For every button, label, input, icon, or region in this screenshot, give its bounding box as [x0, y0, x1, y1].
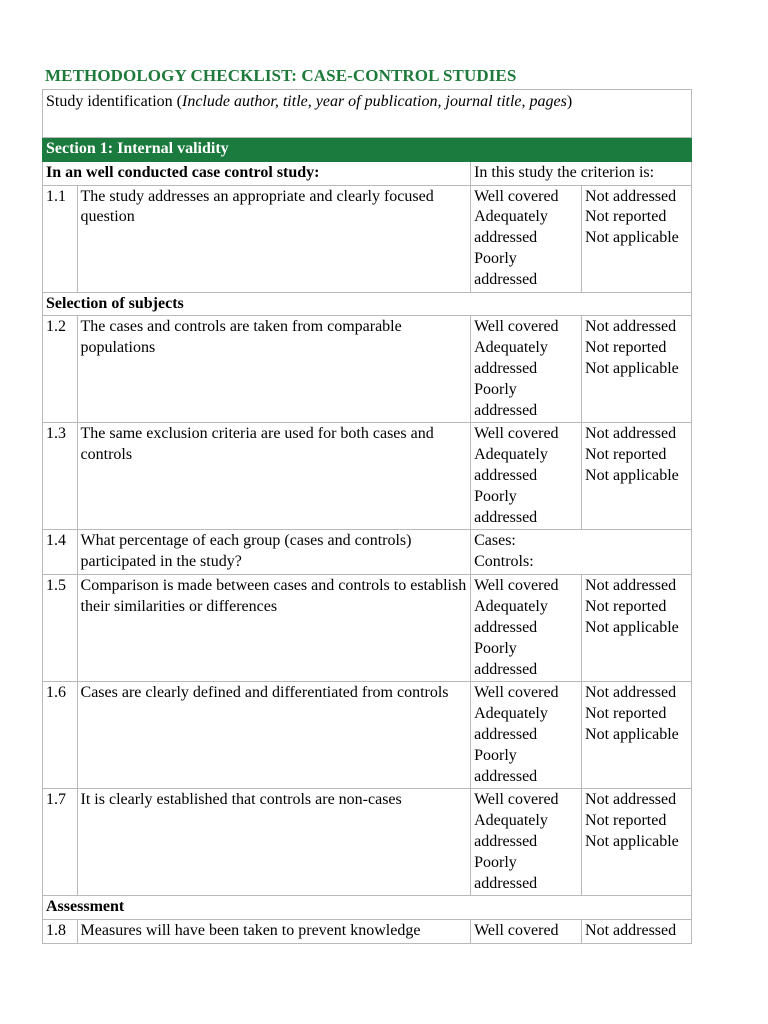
option-adequately-cont[interactable]: addressed: [474, 359, 538, 377]
rating-options-a: [471, 682, 582, 789]
option-well-covered[interactable]: Well covered: [474, 684, 559, 702]
item-text: The study addresses an appropriate and clearly focused question: [77, 185, 471, 292]
option-well-covered[interactable]: Well covered: [474, 187, 559, 205]
item-text: Cases are clearly defined and differentiated from controls: [77, 682, 471, 789]
checklist-item-1-2: [43, 316, 692, 423]
option-well-covered[interactable]: Well covered: [474, 318, 559, 336]
study-identification-suffix: ): [566, 93, 573, 110]
option-not-reported[interactable]: Not reported: [585, 446, 667, 464]
rating-options-b: [582, 185, 692, 292]
rating-options-a: [471, 185, 582, 292]
rating-options-a: [471, 423, 582, 530]
study-identification-cell: [43, 90, 692, 138]
checklist-item-1-6: [43, 682, 692, 789]
option-adequately-cont[interactable]: addressed: [474, 832, 538, 850]
study-identification-italic: Include author, title, year of publication, journal title, pages: [181, 93, 567, 110]
option-not-reported[interactable]: Not reported: [585, 705, 667, 723]
option-well-covered[interactable]: Well covered: [474, 425, 559, 443]
item-number: 1.2: [43, 316, 78, 423]
option-poorly-cont[interactable]: addressed: [474, 874, 538, 892]
option-adequately-cont[interactable]: addressed: [474, 229, 538, 247]
item-number: 1.1: [43, 185, 78, 292]
option-well-covered[interactable]: Well covered: [474, 577, 559, 595]
option-not-addressed[interactable]: Not addressed: [585, 318, 677, 336]
rating-options-b: [582, 575, 692, 682]
option-adequately-cont[interactable]: addressed: [474, 618, 538, 636]
option-poorly-cont[interactable]: addressed: [474, 401, 538, 419]
rating-options-a: [471, 920, 582, 944]
item-text: The same exclusion criteria are used for both cases and controls: [77, 423, 471, 530]
item-number: 1.7: [43, 789, 78, 896]
checklist-item-1-5: [43, 575, 692, 682]
percentage-answers: [471, 530, 692, 575]
rating-options-a: [471, 575, 582, 682]
option-poorly-cont[interactable]: addressed: [474, 660, 538, 678]
option-adequately[interactable]: Adequately: [474, 208, 548, 226]
rating-options-b: [582, 423, 692, 530]
option-adequately[interactable]: Adequately: [474, 705, 548, 723]
option-not-addressed[interactable]: Not addressed: [585, 577, 677, 595]
checklist-table: [42, 89, 692, 944]
checklist-item-1-3: [43, 423, 692, 530]
item-text: What percentage of each group (cases and controls) participated in the study?: [77, 530, 471, 575]
controls-field[interactable]: Controls:: [474, 553, 534, 571]
subheading-assessment: Assessment: [43, 896, 692, 920]
option-not-applicable[interactable]: Not applicable: [585, 832, 679, 850]
option-not-addressed[interactable]: Not addressed: [585, 922, 677, 940]
option-not-applicable[interactable]: Not applicable: [585, 618, 679, 636]
option-poorly[interactable]: Poorly: [474, 639, 517, 657]
subheading-row-selection: [43, 292, 692, 316]
rating-options-a: [471, 316, 582, 423]
option-not-reported[interactable]: Not reported: [585, 598, 667, 616]
option-poorly[interactable]: Poorly: [474, 487, 517, 505]
page-title: METHODOLOGY CHECKLIST: CASE-CONTROL STUDIES: [45, 66, 517, 85]
option-adequately[interactable]: Adequately: [474, 339, 548, 357]
checklist-item-1-4: [43, 530, 692, 575]
subheading-row-assessment: [43, 896, 692, 920]
option-adequately[interactable]: Adequately: [474, 446, 548, 464]
study-identification-row: [43, 90, 692, 138]
subheading-selection: Selection of subjects: [43, 292, 692, 316]
option-poorly[interactable]: Poorly: [474, 853, 517, 871]
option-well-covered[interactable]: Well covered: [474, 922, 559, 940]
checklist-item-1-1: [43, 185, 692, 292]
rating-options-a: [471, 789, 582, 896]
item-number: 1.6: [43, 682, 78, 789]
option-poorly[interactable]: Poorly: [474, 746, 517, 764]
section-title: Section 1: Internal validity: [43, 138, 692, 162]
item-number: 1.4: [43, 530, 78, 575]
option-adequately-cont[interactable]: addressed: [474, 466, 538, 484]
study-identification-prefix: Study identification (: [46, 93, 182, 110]
option-poorly-cont[interactable]: addressed: [474, 767, 538, 785]
option-well-covered[interactable]: Well covered: [474, 791, 559, 809]
item-text: The cases and controls are taken from comparable populations: [77, 316, 471, 423]
item-text: Measures will have been taken to prevent knowledge: [77, 920, 471, 944]
option-poorly[interactable]: Poorly: [474, 380, 517, 398]
option-not-addressed[interactable]: Not addressed: [585, 684, 677, 702]
rating-options-b: [582, 316, 692, 423]
item-text: Comparison is made between cases and controls to establish their similarities or differences: [77, 575, 471, 682]
option-not-applicable[interactable]: Not applicable: [585, 725, 679, 743]
option-adequately[interactable]: Adequately: [474, 598, 548, 616]
criteria-header: In an well conducted case control study:: [43, 161, 471, 185]
option-not-applicable[interactable]: Not applicable: [585, 229, 679, 247]
section-header-row: [43, 138, 692, 162]
rating-options-b: [582, 682, 692, 789]
item-number: 1.3: [43, 423, 78, 530]
column-header-row: [43, 161, 692, 185]
option-not-applicable[interactable]: Not applicable: [585, 359, 679, 377]
option-adequately-cont[interactable]: addressed: [474, 725, 538, 743]
rating-options-b: [582, 789, 692, 896]
item-number: 1.8: [43, 920, 78, 944]
checklist-item-1-8: [43, 920, 692, 944]
option-not-addressed[interactable]: Not addressed: [585, 791, 677, 809]
option-not-applicable[interactable]: Not applicable: [585, 466, 679, 484]
item-text: It is clearly established that controls are non-cases: [77, 789, 471, 896]
rating-options-b: [582, 920, 692, 944]
option-not-reported[interactable]: Not reported: [585, 812, 667, 830]
option-poorly-cont[interactable]: addressed: [474, 508, 538, 526]
option-not-addressed[interactable]: Not addressed: [585, 425, 677, 443]
option-not-reported[interactable]: Not reported: [585, 208, 667, 226]
option-not-reported[interactable]: Not reported: [585, 339, 667, 357]
item-number: 1.5: [43, 575, 78, 682]
checklist-item-1-7: [43, 789, 692, 896]
option-adequately[interactable]: Adequately: [474, 812, 548, 830]
cases-field[interactable]: Cases:: [474, 532, 516, 550]
rating-header: In this study the criterion is:: [471, 161, 692, 185]
option-poorly[interactable]: Poorly: [474, 249, 517, 267]
option-poorly-cont[interactable]: addressed: [474, 270, 538, 288]
option-not-addressed[interactable]: Not addressed: [585, 187, 677, 205]
